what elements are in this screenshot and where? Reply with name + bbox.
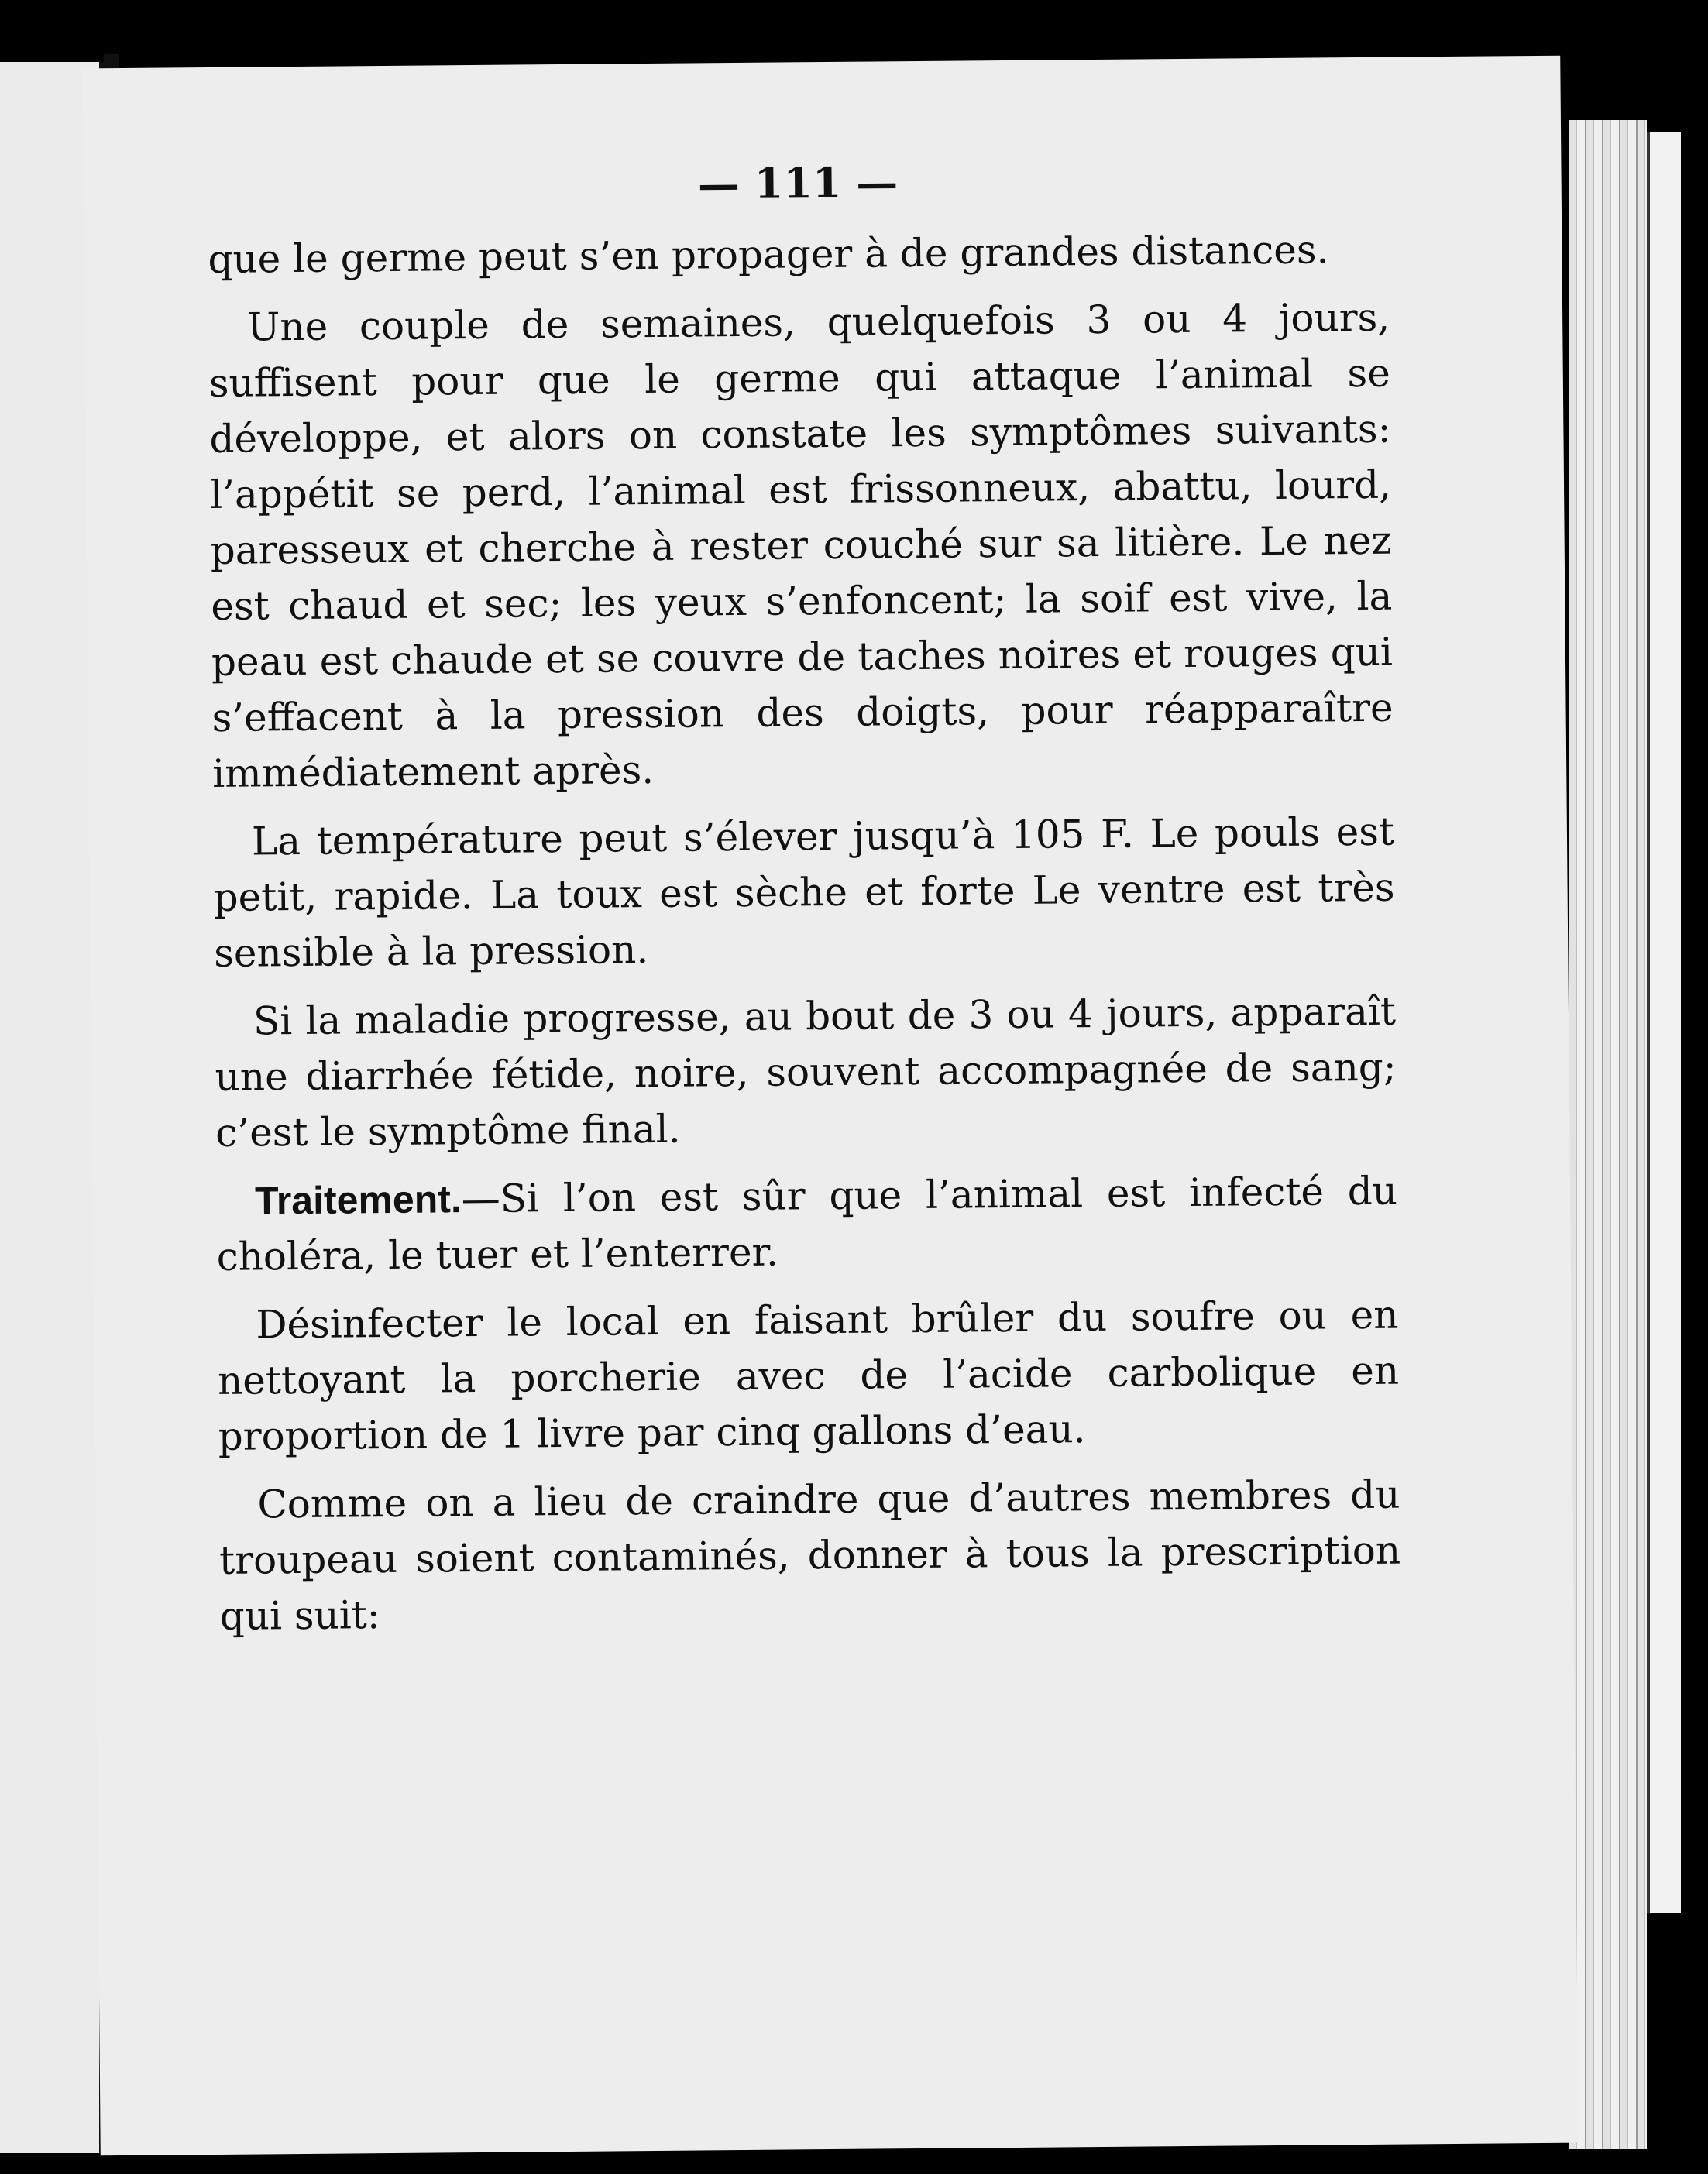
- section-heading: Traitement.: [254, 1177, 462, 1223]
- paragraph: Comme on a lieu de craindre que d’autres membres du troupeau soient contaminés, donner à tous la prescription qui suit:: [218, 1472, 1401, 1639]
- book-page: [82, 56, 1578, 2156]
- paragraph: Une couple de semaines, quelquefois 3 ou 4 jours, suffisent pour que le germe qui attaque l’animal se développe, et alors on constate les symptômes suivants: l’appétit se perd, l’animal est frissonneux, abattu, lourd, paresseux et cherche à rester couché sur sa litière. Le nez est chaud et sec; les yeux s’enfoncent; la soif est vive, la peau est chaude et se couvre de taches noires et rouges qui s’effacent à la pression des doigts, pour réapparaître immédiatement après.: [208, 294, 1394, 796]
- paragraph: que le germe peut s’en propager à de grandes distances.: [208, 227, 1329, 282]
- back-cover-edge: [1647, 132, 1681, 1913]
- paragraph: Désinfecter le local en faisant brûler du soufre ou en nettoyant la porcherie avec de l’acide carbolique en proportion de 1 livre par cinq gallons d’eau.: [217, 1292, 1400, 1459]
- paragraph: Si la maladie progresse, au bout de 3 ou 4 jours, apparaît une diarrhée fétide, noire, souvent accompagnée de sang; c’est le symptôme final.: [215, 988, 1397, 1156]
- page-edges-stack: [1569, 120, 1647, 2149]
- paragraph-text: —Si l’on est sûr que l’animal est infecté du choléra, le tuer et l’enterrer.: [216, 1168, 1398, 1279]
- page-content: [207, 150, 1401, 1657]
- page-number: — 111 —: [697, 157, 899, 209]
- paragraph: La température peut s’élever jusqu’à 105 F. Le pouls est petit, rapide. La toux est sèche et forte Le ventre est très sensible à la pression.: [213, 809, 1395, 976]
- paragraph-treatment: [216, 1163, 1398, 1285]
